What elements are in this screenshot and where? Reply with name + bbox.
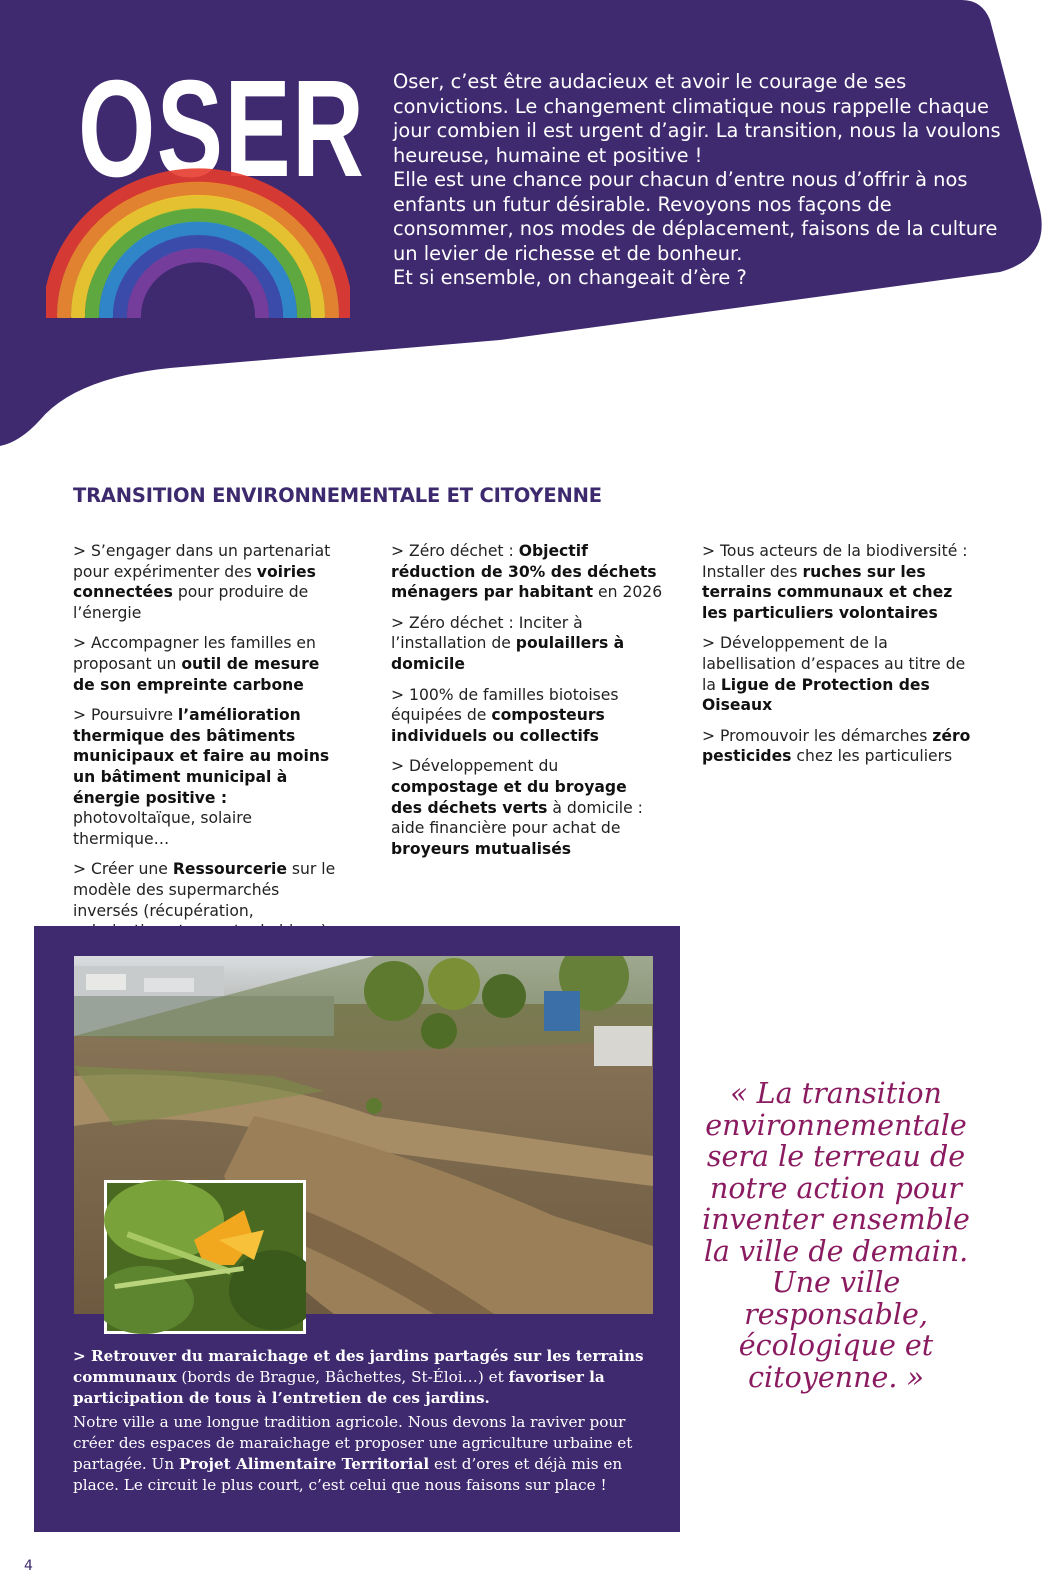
column-3 [702,541,974,777]
emphasis: ruches sur les terrains communaux et chez les particuliers volontaires [702,562,953,622]
emphasis: compostage et du broyage des déchets verts [391,777,627,817]
emphasis: Ligue de Protection des Oiseaux [702,675,930,715]
intro-paragraph-2: Elle est une chance pour chacun d’entre nous d’offrir à nos enfants un futur désirable. Revoyons nos façons de consommer, nos modes de déplacement, faisons de la culture un levier de richesse et de bonheur. [393,168,998,265]
rainbow-illustration [46,158,350,318]
panel-lead: > Retrouver du maraichage et des jardins partagés sur les terrains communaux (bords de Brague, Bâchettes, St-Éloi…) et favoriser la participation de tous à l’entretien de ces jardins. [73,1347,644,1407]
list-item: > Tous acteurs de la biodiversité : Installer des ruches sur les terrains communaux et chez les particuliers volontaires [702,542,968,622]
emphasis: Objectif réduction de 30% des déchets ménagers par habitant [391,542,657,602]
list-item: > Créer une Ressourcerie sur le modèle des supermarchés inversés (récupération, [73,860,336,920]
list-item: > Promouvoir les démarches zéro pesticides chez les particuliers [702,726,971,766]
intro-paragraph-1: Oser, c’est être audacieux et avoir le courage de ses convictions. Le changement climatique nous rappelle chaque jour combien il est urgent d’agir. La transition, nous la voulons heureuse, humaine et positive ! [393,70,1001,167]
emphasis: favoriser la participation de tous à l’entretien de ces jardins. [73,1367,605,1407]
panel-body: Notre ville a une longue tradition agricole. Nous devons la raviver pour créer des espaces de maraichage et proposer une agriculture urbaine et partagée. Un Projet Alimentaire Territorial est d’ores et déjà mis en place. Le circuit le plus court, c’est celui que nous faisons sur place ! [73,1413,633,1494]
rainbow-band [134,255,262,316]
emphasis: outil de mesure de son empreinte carbone [73,654,320,694]
emphasis: Projet Alimentaire Territorial [178,1454,430,1473]
emphasis: broyeurs mutualisés [391,839,572,858]
page-title: OSER [78,52,366,206]
list-item: > Développement du compostage et du broyage des déchets verts à domicile : aide financière pour achat de broyeurs mutualisés [391,757,643,858]
list-item: > 100% de familles biotoises équipées de composteurs individuels ou collectifs [391,685,619,745]
section-title: TRANSITION ENVIRONNEMENTALE ET CITOYENNE [73,484,602,507]
column-2 [391,541,663,869]
list-item: > Accompagner les familles en proposant un outil de mesure de son empreinte carbone [73,634,320,694]
list-item: > Zéro déchet : Inciter à l’installation de poulaillers à domicile [391,613,625,673]
intro-paragraph-3: Et si ensemble, on changeait d’ère ? [393,266,747,289]
emphasis: Ressourcerie [172,860,287,879]
list-item: > Zéro déchet : Objectif réduction de 30% des déchets ménagers par habitant en 2026 [391,542,663,602]
list-item: > Développement de la labellisation d’espaces au titre de la Ligue de Protection des Oiseaux [702,634,966,715]
list-item: > Poursuivre l’amélioration thermique des bâtiments municipaux et faire au moins un bâtiment municipal à énergie positive : photovoltaïque, solaire thermique… [73,706,330,848]
emphasis: poulaillers à domicile [391,634,625,673]
emphasis: composteurs individuels ou collectifs [391,706,605,745]
zucchini-flower-photo [104,1180,306,1334]
page-number: 4 [24,1558,33,1574]
list-item: > S’engager dans un partenariat pour expérimenter des voiries connectées pour produire de l’énergie [73,542,331,622]
emphasis: > Retrouver du maraichage et des jardins partagés sur les terrains communaux [73,1347,644,1386]
pull-quote: « La transition environnementale sera le terreau de notre action pour inventer ensemble la ville de demain. Une ville responsable, écologique et citoyenne. » [702,1077,970,1394]
panel-text [73,1346,658,1500]
emphasis: zéro pesticides [702,726,971,766]
emphasis: voiries connectées [73,562,316,602]
intro-text [393,70,1003,291]
emphasis: l’amélioration thermique des bâtiments municipaux et faire au moins un bâtiment municipal à énergie positive : [73,706,330,807]
column-1 [73,541,345,972]
